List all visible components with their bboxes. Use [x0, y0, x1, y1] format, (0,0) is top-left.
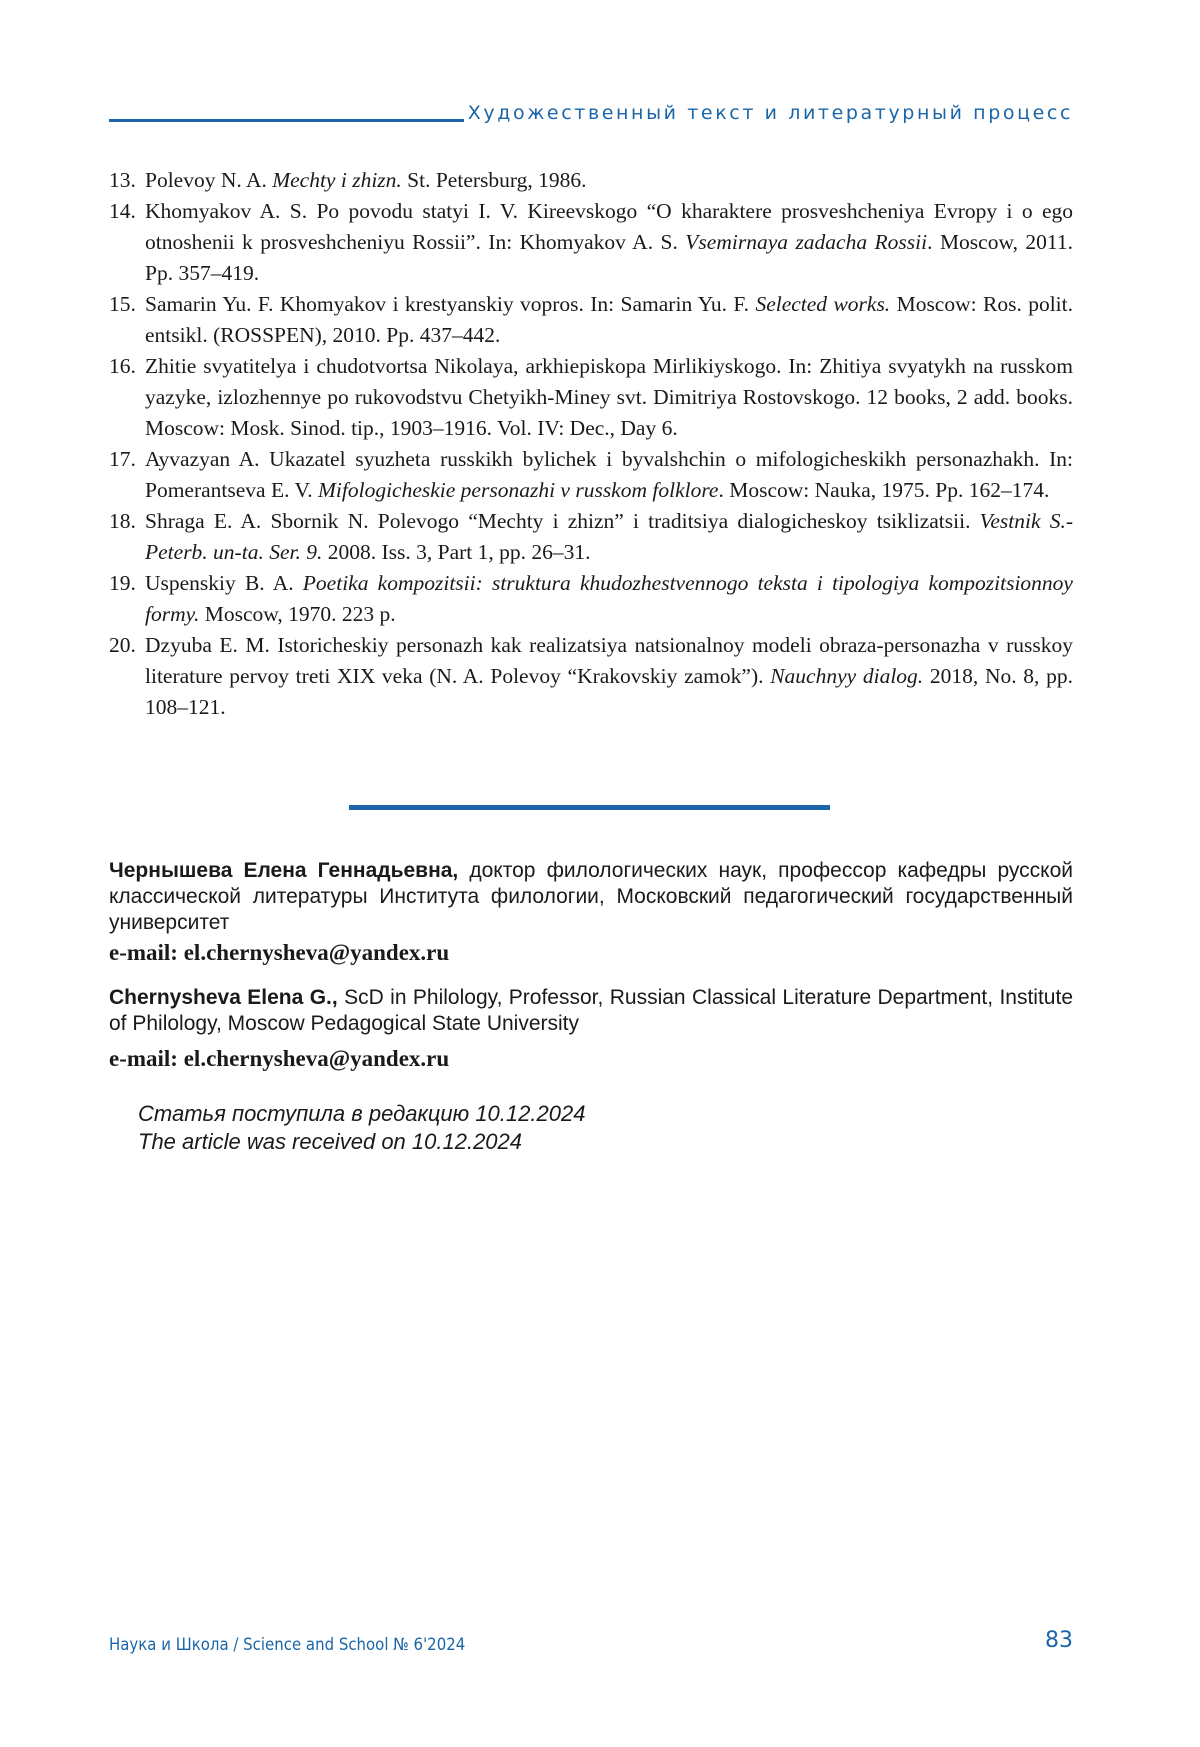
reference-number: 20. [109, 633, 136, 657]
reference-number: 13. [109, 168, 136, 192]
received-ru: Статья поступила в редакцию 10.12.2024 [138, 1101, 586, 1126]
reference-number: 19. [109, 571, 136, 595]
author-info-ru [109, 858, 1073, 936]
page-number: 83 [1045, 1628, 1073, 1653]
reference-item: 17. Ayvazyan A. Ukazatel syuzheta russkikh bylichek i byvalshchin o mifologicheskikh personazhakh. In: Pomerantseva E. V. Mifologicheskie personazhi v russkom folklore. Moscow: Nauka, 1975. Pp. 162–174. [109, 444, 1073, 506]
author-email-en: e-mail: el.chernysheva@yandex.ru [109, 1046, 450, 1071]
author-email-ru: e-mail: el.chernysheva@yandex.ru [109, 940, 450, 965]
reference-item: 15. Samarin Yu. F. Khomyakov i krestyanskiy vopros. In: Samarin Yu. F. Selected works. Moscow: Ros. polit. entsikl. (ROSSPEN), 2010. Pp. 437–442. [109, 289, 1073, 351]
footer-journal: Наука и Школа / Science and School № 6'2024 [109, 1635, 466, 1655]
reference-number: 15. [109, 292, 136, 316]
reference-number: 17. [109, 447, 136, 471]
header-rule [109, 119, 464, 122]
author-info-en [109, 985, 1073, 1037]
author-name-ru: Чернышева Елена Геннадьевна, [109, 859, 459, 882]
received-en: The article was received on 10.12.2024 [138, 1129, 523, 1154]
author-name-en: Chernysheva Elena G., [109, 986, 338, 1009]
running-title: Художественный текст и литературный процесс [467, 102, 1073, 124]
reference-item: 16. Zhitie svyatitelya i chudotvortsa Nikolaya, arkhiepiskopa Mirlikiyskogo. In: Zhitiya svyatykh na russkom yazyke, izlozhennye po rukovodstvu Chetyikh-Miney svt. Dimitriya Rostovskogo. 12 books, 2 add. books. Moscow: Mosk. Sinod. tip., 1903–1916. Vol. IV: Dec., Day 6. [109, 351, 1073, 444]
reference-item: 14. Khomyakov A. S. Po povodu statyi I. V. Kireevskogo “O kharaktere prosveshcheniya Evropy i o ego otnoshenii k prosveshcheniyu Rossii”. In: Khomyakov A. S. Vsemirnaya zadacha Rossii. Moscow, 2011. Pp. 357–419. [109, 196, 1073, 289]
reference-number: 14. [109, 199, 136, 223]
reference-item: 18. Shraga E. A. Sbornik N. Polevogo “Mechty i zhizn” i traditsiya dialogicheskoy tsiklizatsii. Vestnik S.-Peterb. un-ta. Ser. 9. 2008. Iss. 3, Part 1, pp. 26–31. [109, 506, 1073, 568]
author-desc-ru: доктор филологических наук, профессор кафедры русской классической литературы Института филологии, Московский педагогический государственный университет [109, 859, 1074, 934]
references-list [109, 165, 1073, 723]
running-header [109, 100, 1073, 132]
received-note [138, 1100, 585, 1156]
author-desc-en: ScD in Philology, Professor, Russian Classical Literature Department, Institute of Philology, Moscow Pedagogical State University [109, 986, 1073, 1035]
reference-item: 13. Polevoy N. A. Mechty i zhizn. St. Petersburg, 1986. [109, 165, 1073, 196]
reference-item: 19. Uspenskiy B. A. Poetika kompozitsii: struktura khudozhestvennogo teksta i tipologiya kompozitsionnoy formy. Moscow, 1970. 223 p. [109, 568, 1073, 630]
reference-item: 20. Dzyuba E. M. Istoricheskiy personazh kak realizatsiya natsionalnoy modeli obraza-personazha v russkoy literature pervoy treti XIX veka (N. A. Polevoy “Krakovskiy zamok”). Nauchnyy dialog. 2018, No. 8, pp. 108–121. [109, 630, 1073, 723]
section-divider [349, 805, 830, 810]
reference-number: 18. [109, 509, 136, 533]
reference-number: 16. [109, 354, 136, 378]
